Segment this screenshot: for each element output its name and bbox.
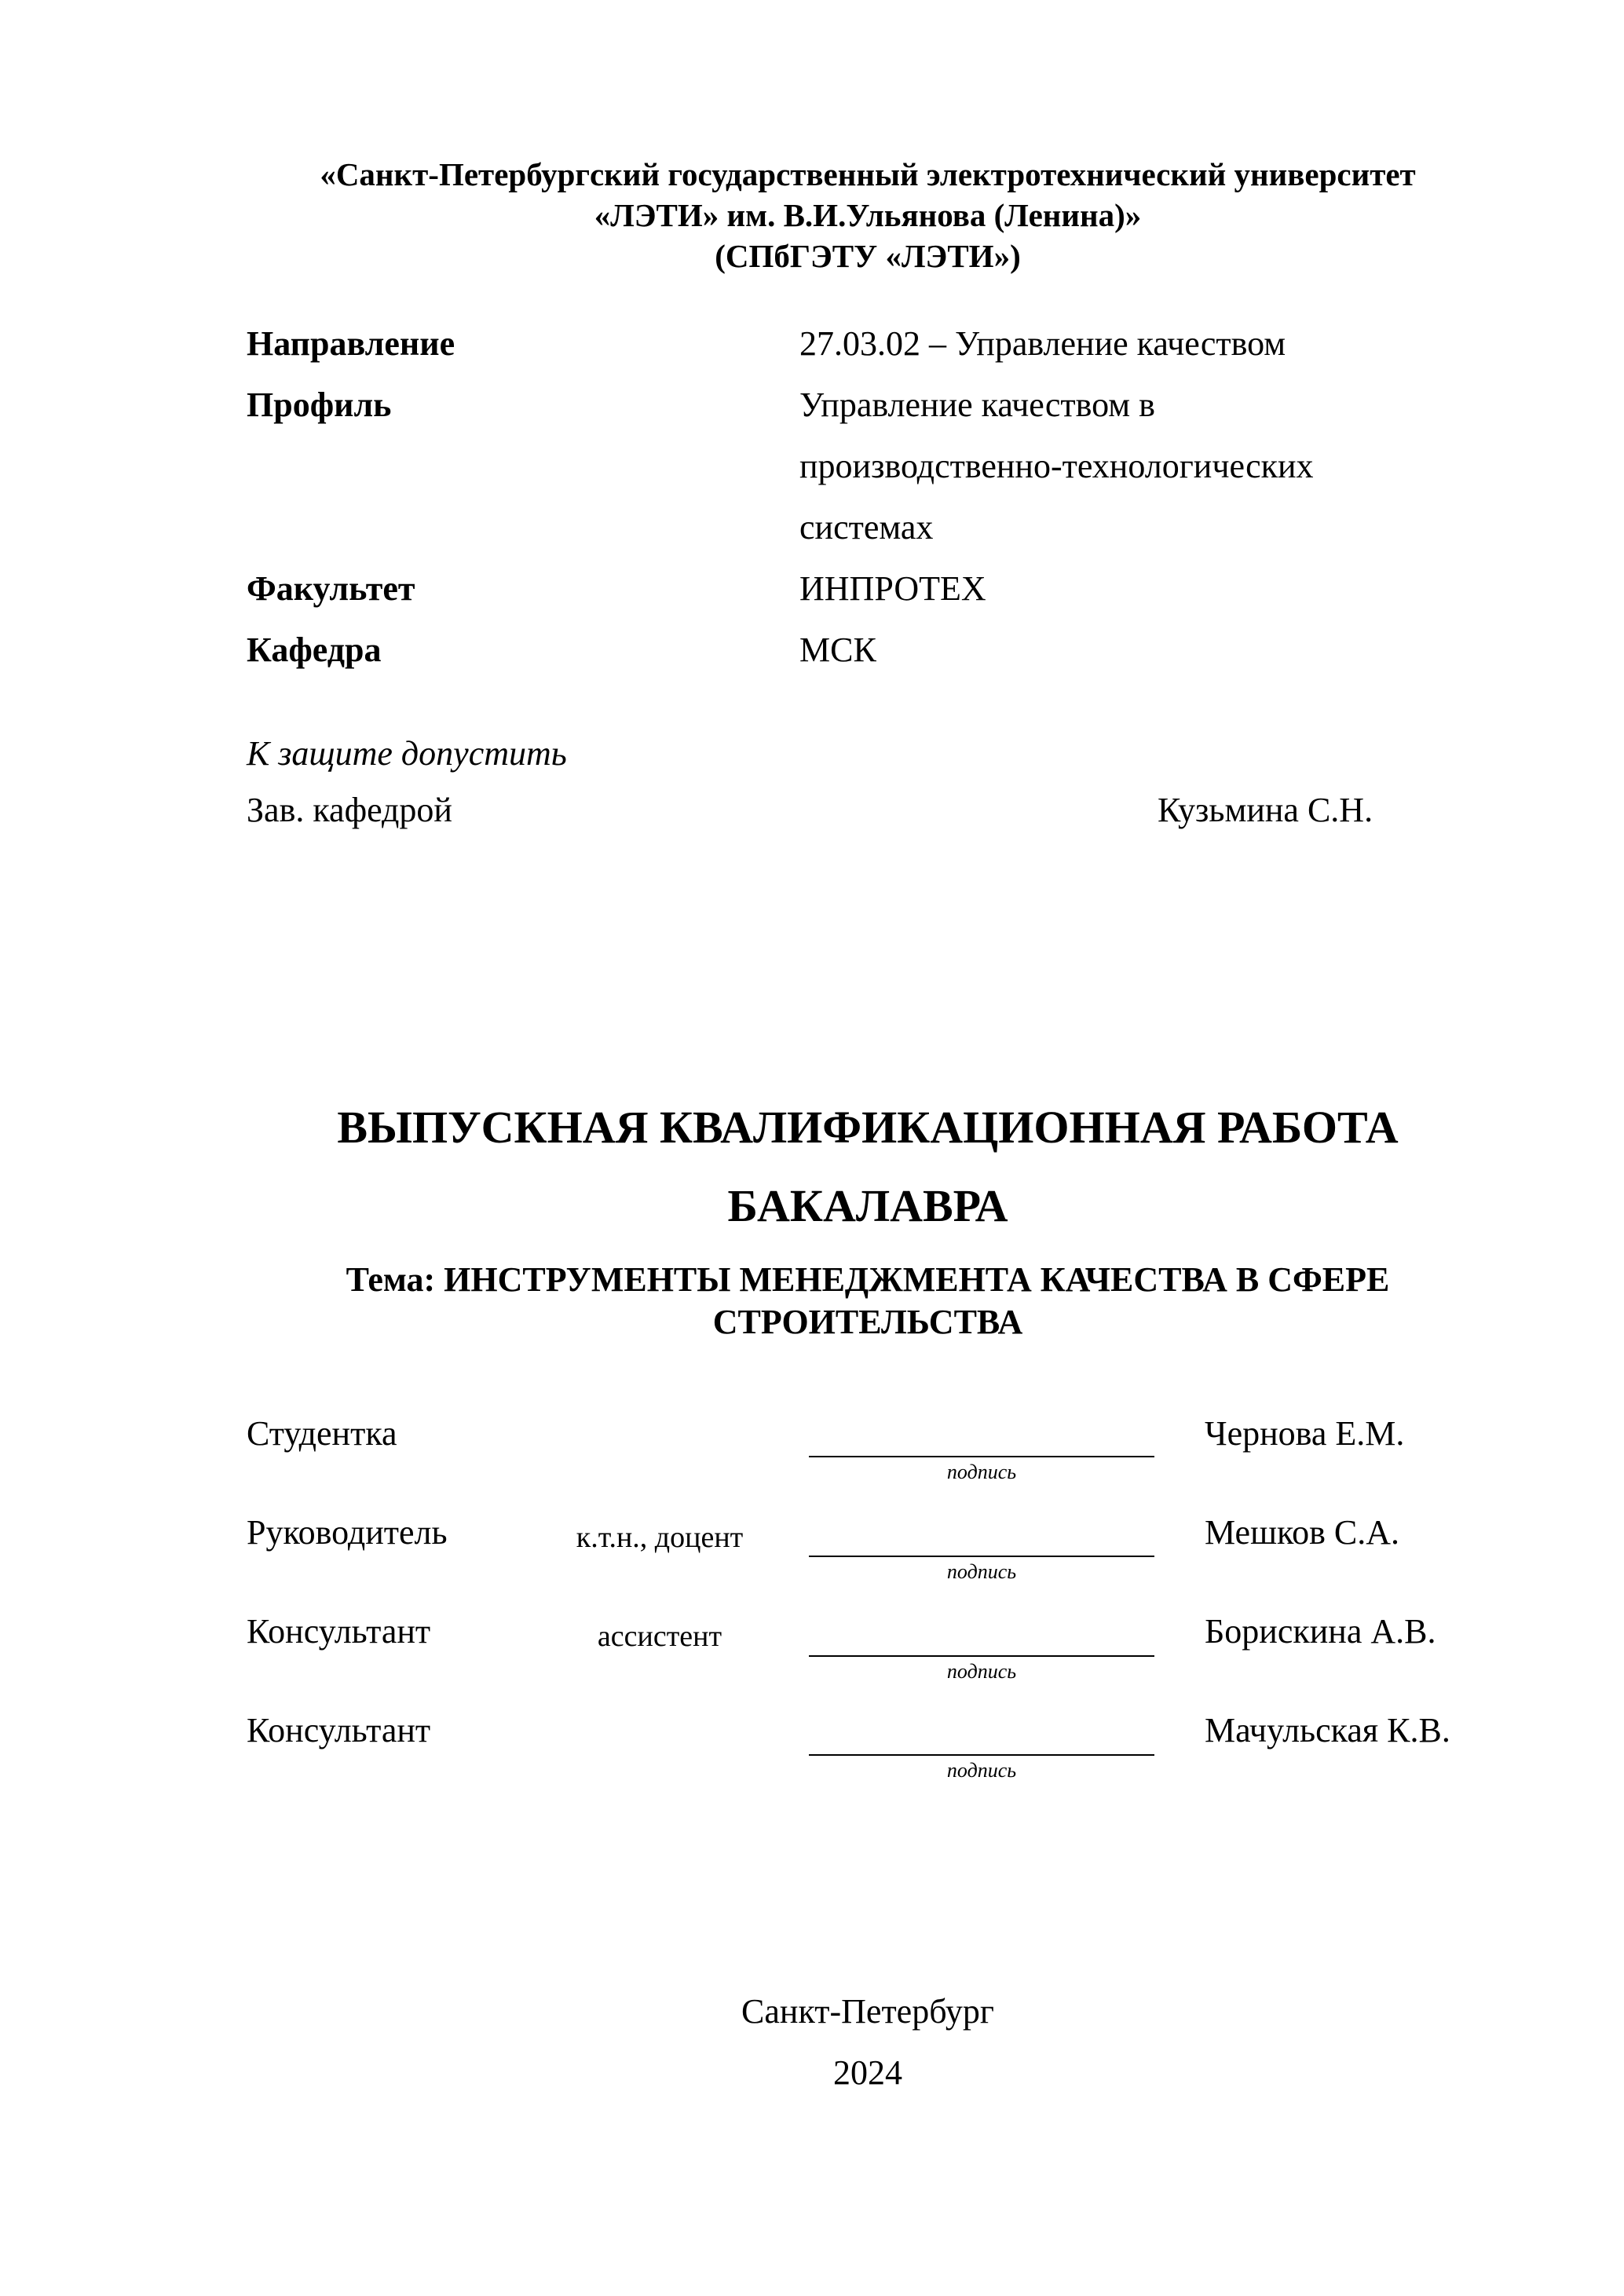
faculty-label: Факультет xyxy=(247,569,415,608)
university-name-line-2: «ЛЭТИ» им. В.И.Ульянова (Ленина)» xyxy=(594,197,1142,233)
signature-caption: подпись xyxy=(946,1560,1017,1583)
university-abbreviation: (СПбГЭТУ «ЛЭТИ») xyxy=(715,238,1021,274)
department-label: Кафедра xyxy=(247,631,382,669)
profile-label: Профиль xyxy=(247,386,392,424)
signature-caption: подпись xyxy=(946,1759,1017,1782)
thesis-title-line-2: БАКАЛАВРА xyxy=(727,1180,1008,1231)
signature-role: Студентка xyxy=(247,1414,397,1453)
head-of-department-name: Кузьмина С.Н. xyxy=(1158,791,1373,829)
signature-line xyxy=(809,1754,1154,1756)
signature-role: Консультант xyxy=(247,1612,431,1651)
signature-line xyxy=(809,1556,1154,1557)
university-name-line-1: «Санкт-Петербургский государственный электротехнический университет xyxy=(320,156,1416,192)
city: Санкт-Петербург xyxy=(741,1992,994,2031)
signature-role: Консультант xyxy=(247,1711,431,1749)
signature-caption: подпись xyxy=(946,1461,1017,1483)
profile-value-line-2: производственно-технологических xyxy=(799,447,1314,485)
signature-line xyxy=(809,1655,1154,1657)
profile-value-line-3: системах xyxy=(799,508,934,547)
year: 2024 xyxy=(833,2053,902,2092)
direction-label: Направление xyxy=(247,324,455,363)
faculty-value: ИНПРОТЕХ xyxy=(799,569,986,608)
signature-position: к.т.н., доцент xyxy=(576,1521,744,1554)
department-value: МСК xyxy=(799,631,876,669)
signature-name: Борискина А.В. xyxy=(1205,1612,1436,1651)
signature-caption: подпись xyxy=(946,1660,1017,1683)
signature-role: Руководитель xyxy=(247,1513,448,1552)
signature-name: Мешков С.А. xyxy=(1205,1513,1399,1552)
profile-value-line-1: Управление качеством в xyxy=(799,386,1155,424)
admission-note: К защите допустить xyxy=(247,734,567,773)
thesis-topic-line-2: СТРОИТЕЛЬСТВА xyxy=(712,1303,1023,1341)
signature-name: Чернова Е.М. xyxy=(1205,1414,1405,1453)
thesis-topic-line-1: Тема: ИНСТРУМЕНТЫ МЕНЕДЖМЕНТА КАЧЕСТВА В СФЕРЕ xyxy=(346,1260,1390,1299)
thesis-title-line-1: ВЫПУСКНАЯ КВАЛИФИКАЦИОННАЯ РАБОТА xyxy=(337,1102,1399,1153)
signature-position: ассистент xyxy=(597,1620,722,1653)
signature-name: Мачульская К.В. xyxy=(1205,1711,1450,1749)
head-of-department-label: Зав. кафедрой xyxy=(247,791,452,829)
direction-value: 27.03.02 – Управление качеством xyxy=(799,324,1286,363)
signature-line xyxy=(809,1456,1154,1457)
